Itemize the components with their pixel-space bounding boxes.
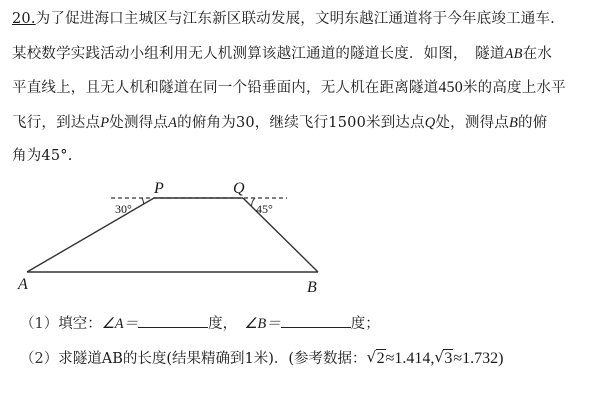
sqrt-3-value: ≈1.732) [453,350,504,367]
answer-blank-a[interactable] [138,313,208,328]
problem-text-4g: 处，测得点 [435,115,509,131]
problem-text-5: 角为45°. [12,148,73,164]
height-value: 450 [438,79,463,96]
angle-label-p: 30° [115,202,132,216]
problem-text-2c: 在水 [522,46,553,62]
sqrt-2-radicand: 2 [376,350,385,367]
question-1-number: （1） [20,316,59,332]
question-2 [20,347,503,368]
angle-a-label: ∠A＝ [101,316,139,332]
question-2-number: （2） [20,351,59,367]
sqrt-2 [367,350,386,368]
problem-text-3a: 平直线上，且无人机和隧道在同一个铅垂面内，无人机在距离隧道 [12,80,439,96]
angle-label-q: 45° [256,202,273,216]
question-2-text: 求隧道AB的长度(结果精确到1米)．(参考数据： [58,351,367,367]
point-a-label: A [168,115,178,131]
angle-b-label: ∠B＝ [244,316,281,332]
point-q-label: Q [424,115,436,131]
segment-qb [243,198,318,272]
problem-text-4i: 的俯 [518,115,548,131]
point-p-label: P [100,115,110,131]
problem-text-4c: 处测得点 [109,115,169,131]
figure-label-q: Q [233,180,245,197]
sqrt-3-radicand: 3 [444,350,453,367]
point-b-label: B [508,115,519,131]
answer-blank-b[interactable] [281,313,351,328]
figure-label-p: P [154,180,164,197]
question-1-text: 填空： [58,316,102,332]
segment-ap [27,198,154,272]
sqrt-3 [434,350,453,368]
figure-label-a: A [18,276,28,293]
problem-text-1: 为了促进海口主城区与江东新区联动发展，文明东越江通道将于今年底竣工通车. [35,11,555,27]
problem-text-4e: 的俯角为30，继续飞行1500米到达点 [177,115,425,131]
figure-label-b: B [307,279,317,296]
problem-number: 20. [12,11,36,27]
problem-text-2a: 某校数学实践活动小组利用无人机测算该越江通道的隧道长度．如图， 隧道 [12,46,505,62]
sqrt-2-value: ≈1.414, [385,350,435,367]
degree-unit-1: 度， [208,316,230,332]
angle-arc-p [142,198,144,204]
problem-text-3c: 米的高度上水平 [462,80,566,96]
question-1 [20,312,380,333]
problem-text-4a: 飞行，到达点 [12,115,101,131]
degree-unit-2: 度； [350,316,380,332]
angle-arc-q [251,198,255,207]
segment-ab-label: AB [504,46,523,62]
